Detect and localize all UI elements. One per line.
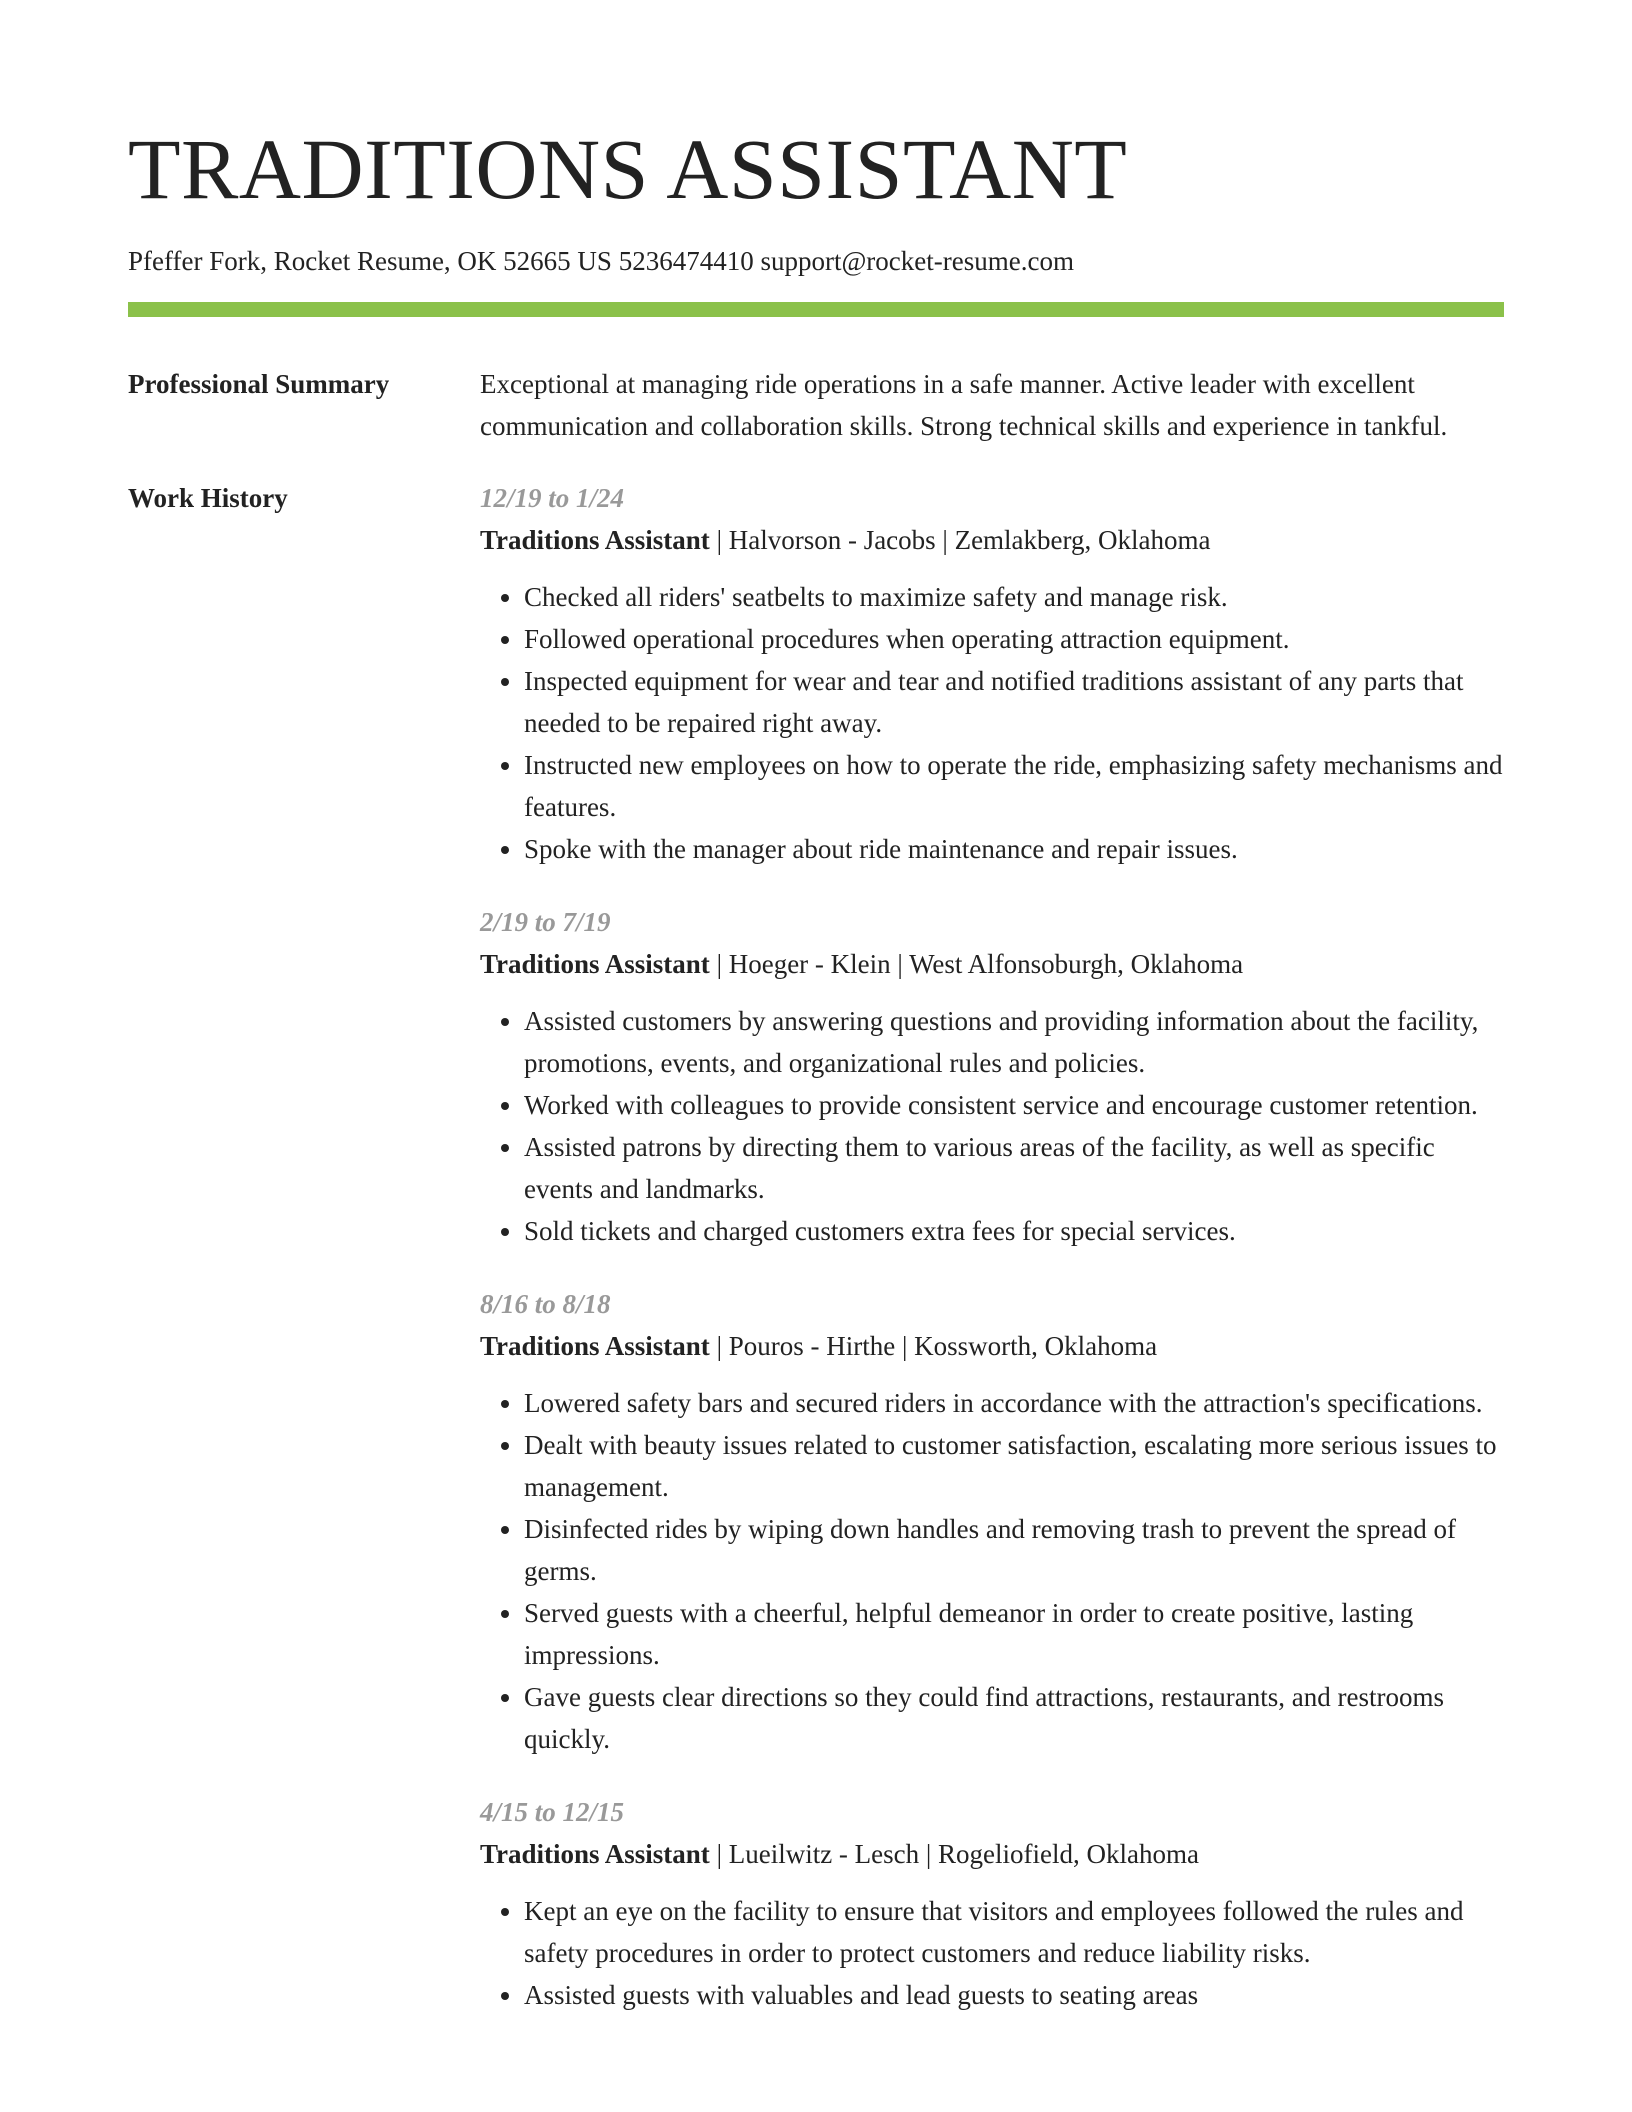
job-entry xyxy=(480,1791,1504,2016)
job-bullet: • Followed operational procedures when operating attraction equipment. xyxy=(524,618,1504,660)
job-title: Traditions Assistant xyxy=(480,949,710,979)
work-history-list xyxy=(480,477,1504,2016)
job-bullets xyxy=(480,1382,1504,1760)
job-dates: 8/16 to 8/18 xyxy=(480,1289,611,1319)
job-employer-location: | Lueilwitz - Lesch | Rogeliofield, Oklahoma xyxy=(709,1839,1199,1869)
candidate-name: TRADITIONS ASSISTANT xyxy=(128,121,1128,217)
job-entry xyxy=(480,901,1504,1252)
job-dates: 12/19 to 1/24 xyxy=(480,483,625,513)
section-label-summary: Professional Summary xyxy=(128,369,390,399)
job-bullet: • Kept an eye on the facility to ensure that visitors and employees followed the rules and safety procedures in order to protect customers and reduce liability risks. xyxy=(524,1890,1504,1974)
job-bullets xyxy=(480,1890,1504,2016)
job-bullets xyxy=(480,576,1504,870)
job-bullet: • Assisted patrons by directing them to various areas of the facility, as well as specific events and landmarks. xyxy=(524,1126,1504,1210)
job-bullet: • Spoke with the manager about ride maintenance and repair issues. xyxy=(524,828,1504,870)
job-bullet: • Assisted customers by answering questions and providing information about the facility, promotions, events, and organizational rules and policies. xyxy=(524,1000,1504,1084)
job-bullet: • Instructed new employees on how to operate the ride, emphasizing safety mechanisms and features. xyxy=(524,744,1504,828)
job-bullet: • Worked with colleagues to provide consistent service and encourage customer retention. xyxy=(524,1084,1504,1126)
job-bullet: • Assisted guests with valuables and lead guests to seating areas xyxy=(524,1974,1504,2016)
job-bullet: • Served guests with a cheerful, helpful demeanor in order to create positive, lasting impressions. xyxy=(524,1592,1504,1676)
header-divider xyxy=(128,302,1504,317)
work-history-section xyxy=(128,477,1504,2016)
job-entry xyxy=(480,477,1504,870)
job-bullet: • Sold tickets and charged customers extra fees for special services. xyxy=(524,1210,1504,1252)
job-bullet: • Inspected equipment for wear and tear and notified traditions assistant of any parts that needed to be repaired right away. xyxy=(524,660,1504,744)
job-employer-location: | Halvorson - Jacobs | Zemlakberg, Oklahoma xyxy=(709,525,1211,555)
job-heading xyxy=(480,1833,1504,1875)
job-bullets xyxy=(480,1000,1504,1252)
job-employer-location: | Hoeger - Klein | West Alfonsoburgh, Oklahoma xyxy=(709,949,1244,979)
job-bullet: • Dealt with beauty issues related to customer satisfaction, escalating more serious issues to management. xyxy=(524,1424,1504,1508)
job-entry xyxy=(480,1283,1504,1760)
job-dates: 2/19 to 7/19 xyxy=(480,907,611,937)
resume-page xyxy=(128,0,1504,2016)
job-bullet: • Disinfected rides by wiping down handles and removing trash to prevent the spread of germs. xyxy=(524,1508,1504,1592)
contact-line: Pfeffer Fork, Rocket Resume, OK 52665 US 5236474410 support@rocket-resume.com xyxy=(128,246,1074,276)
job-title: Traditions Assistant xyxy=(480,1331,710,1361)
job-title: Traditions Assistant xyxy=(480,1839,710,1869)
job-title: Traditions Assistant xyxy=(480,525,710,555)
job-bullet: • Lowered safety bars and secured riders in accordance with the attraction's specifications. xyxy=(524,1382,1504,1424)
job-dates: 4/15 to 12/15 xyxy=(480,1797,625,1827)
section-label-work-history: Work History xyxy=(128,483,288,513)
job-heading xyxy=(480,943,1504,985)
job-heading xyxy=(480,519,1504,561)
job-bullet: • Checked all riders' seatbelts to maximize safety and manage risk. xyxy=(524,576,1504,618)
job-heading xyxy=(480,1325,1504,1367)
professional-summary-section xyxy=(128,363,1504,447)
summary-text: Exceptional at managing ride operations in a safe manner. Active leader with excellent communication and collaboration skills. Strong technical skills and experience in tankful. xyxy=(480,369,1448,441)
job-employer-location: | Pouros - Hirthe | Kossworth, Oklahoma xyxy=(709,1331,1158,1361)
job-bullet: • Gave guests clear directions so they could find attractions, restaurants, and restrooms quickly. xyxy=(524,1676,1504,1760)
